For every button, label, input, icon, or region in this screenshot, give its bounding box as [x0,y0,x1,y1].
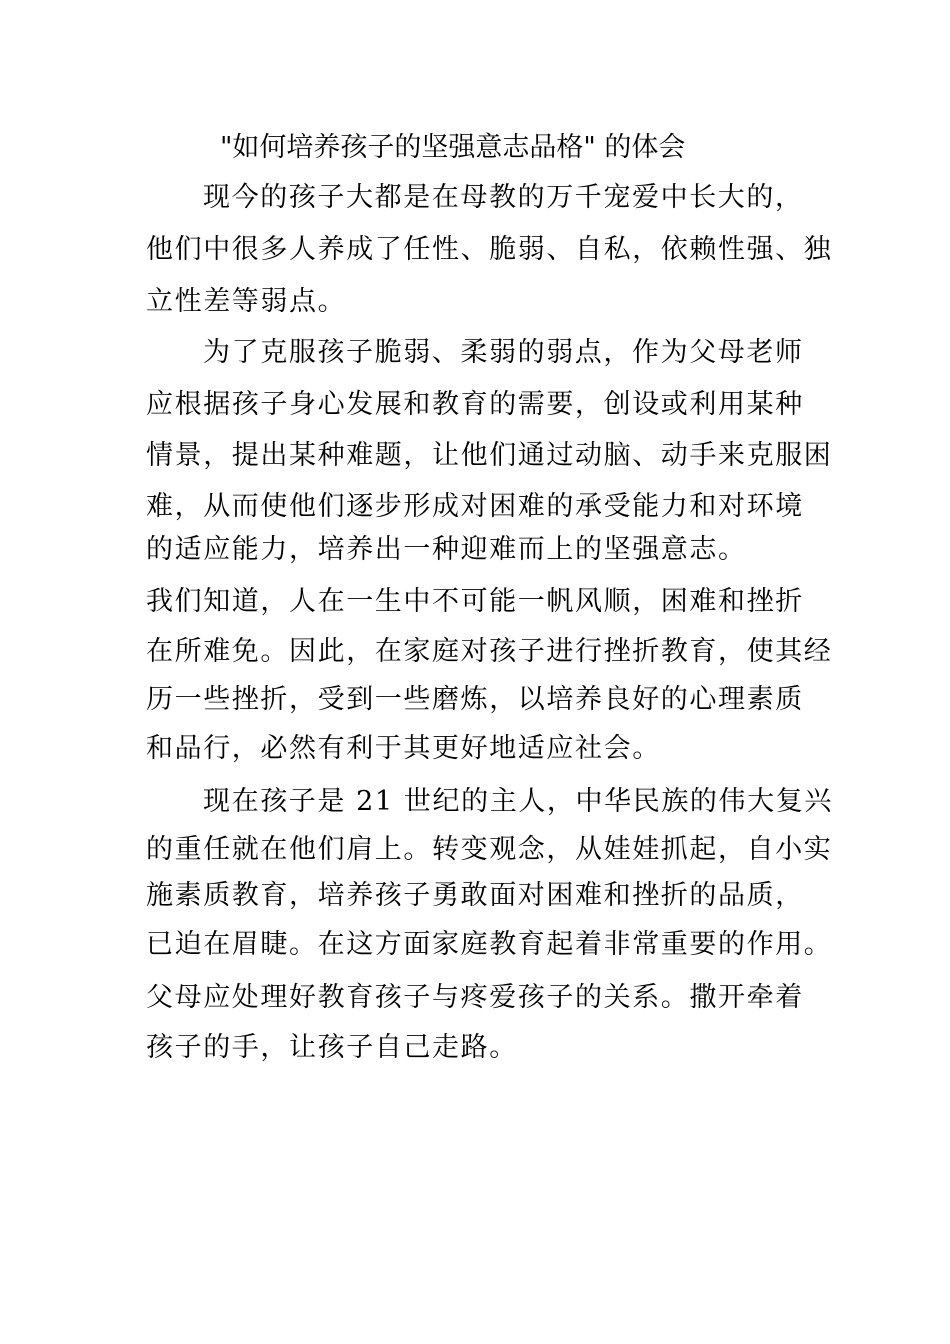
paragraph-line: 现今的孩子大都是在母教的万千宠爱中长大的， [203,182,804,213]
paragraph-line: 他们中很多人养成了任性、脆弱、自私，依赖性强、独 [146,234,833,265]
paragraph-line: 施素质教育，培养孩子勇敢面对困难和挫折的品质， [146,880,804,911]
paragraph-line: 父母应处理好教育孩子与疼爱孩子的关系。撒开牵着 [146,982,804,1013]
paragraph-line: 的重任就在他们肩上。转变观念，从娃娃抓起，自小实 [146,834,833,865]
paragraph-line: 现在孩子是 21 世纪的主人，中华民族的伟大复兴 [203,786,833,817]
paragraph-line: 历一些挫折，受到一些磨炼，以培养良好的心理素质 [146,684,804,715]
paragraph-line: 和品行，必然有利于其更好地适应社会。 [146,733,661,764]
paragraph-line: 立性差等弱点。 [146,286,347,317]
paragraph-line: 情景，提出某种难题，让他们通过动脑、动手来克服困 [146,440,833,471]
paragraph-line: 应根据孩子身心发展和教育的需要，创设或利用某种 [146,389,804,420]
paragraph-line: 在所难免。因此，在家庭对孩子进行挫折教育，使其经 [146,636,833,667]
paragraph-line: 的适应能力，培养出一种迎难而上的坚强意志。 [146,534,747,565]
paragraph-line: 我们知道，人在一生中不可能一帆风顺，困难和挫折 [146,586,804,617]
paragraph-line: 孩子的手，让孩子自己走路。 [146,1032,518,1063]
paragraph-line: 已迫在眉睫。在这方面家庭教育起着非常重要的作用。 [146,929,833,960]
paragraph-line: 难，从而使他们逐步形成对困难的承受能力和对环境 [146,491,804,522]
document-title: "如何培养孩子的坚强意志品格" 的体会 [220,132,686,163]
paragraph-line: 为了克服孩子脆弱、柔弱的弱点，作为父母老师 [203,337,804,368]
